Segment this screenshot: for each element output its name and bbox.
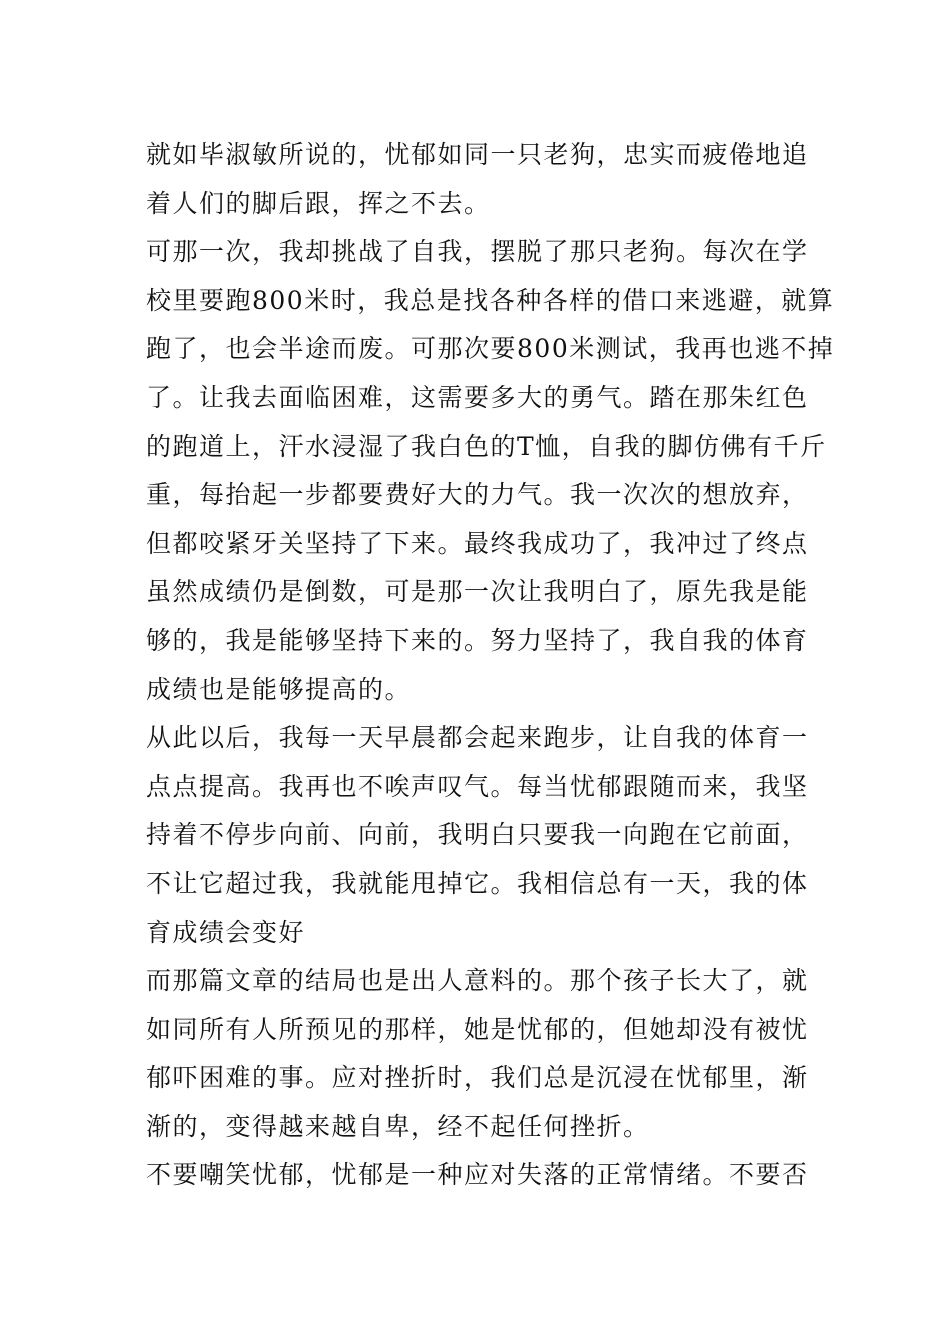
text-line: 育成绩会变好 <box>146 917 306 947</box>
text-line: 不要嘲笑忧郁，忧郁是一种应对失落的正常情绪。不要否 <box>146 1160 809 1190</box>
text-line: 郁吓困难的事。应对挫折时，我们总是沉浸在忧郁里，渐 <box>146 1063 809 1093</box>
text-line: 了。让我去面临困难，这需要多大的勇气。踏在那朱红色 <box>146 382 809 412</box>
text-line: 但都咬紧牙关坚持了下来。最终我成功了，我冲过了终点 <box>146 528 809 558</box>
text-line: 渐的，变得越来越自卑，经不起任何挫折。 <box>146 1111 650 1141</box>
text-line: 从此以后，我每一天早晨都会起来跑步，让自我的体育一 <box>146 723 809 753</box>
text-line: 的跑道上，汗水浸湿了我白色的T恤，自我的脚仿佛有千斤 <box>146 431 827 461</box>
text-line: 就如毕淑敏所说的，忧郁如同一只老狗，忠实而疲倦地追 <box>146 140 809 169</box>
text-line: 而那篇文章的结局也是出人意料的。那个孩子长大了，就 <box>146 966 809 996</box>
text-line: 够的，我是能够坚持下来的。努力坚持了，我自我的体育 <box>146 625 809 655</box>
text-line: 重，每抬起一步都要费好大的力气。我一次次的想放弃， <box>146 480 809 510</box>
text-line: 持着不停步向前、向前，我明白只要我一向跑在它前面， <box>146 820 809 850</box>
text-line: 不让它超过我，我就能甩掉它。我相信总有一天，我的体 <box>146 868 809 898</box>
text-line: 着人们的脚后跟，挥之不去。 <box>146 188 491 218</box>
text-line: 跑了，也会半途而废。可那次要800米测试，我再也逃不掉 <box>146 334 835 364</box>
text-line: 点点提高。我再也不唉声叹气。每当忧郁跟随而来，我坚 <box>146 771 809 801</box>
text-line: 校里要跑800米时，我总是找各种各样的借口来逃避，就算 <box>146 285 835 315</box>
text-line: 成绩也是能够提高的。 <box>146 674 412 704</box>
document-body <box>146 131 835 1200</box>
text-line: 虽然成绩仍是倒数，可是那一次让我明白了，原先我是能 <box>146 577 809 607</box>
text-line: 如同所有人所预见的那样，她是忧郁的，但她却没有被忧 <box>146 1014 809 1044</box>
text-line: 可那一次，我却挑战了自我，摆脱了那只老狗。每次在学 <box>146 237 809 267</box>
